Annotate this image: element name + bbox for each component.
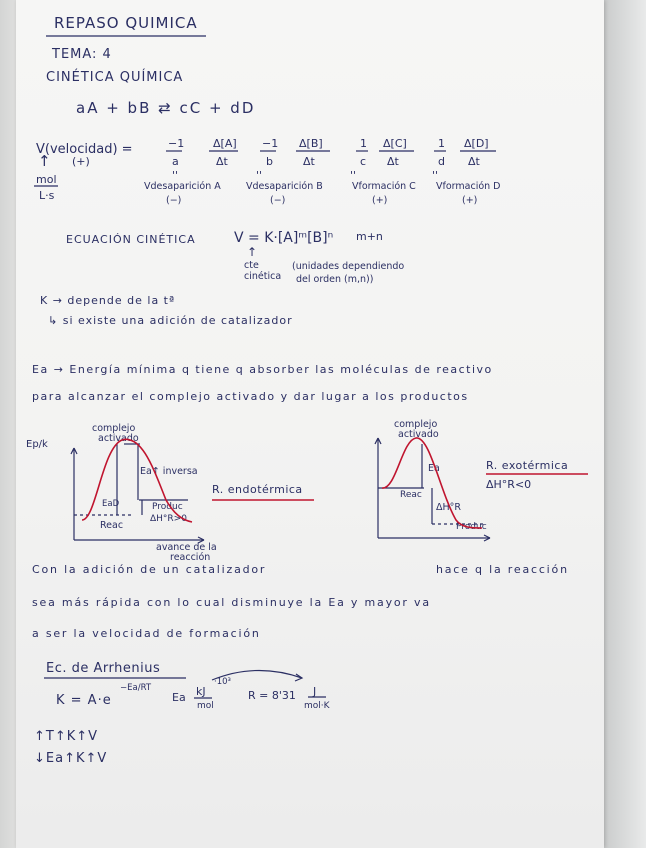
term4-coef-num: 1	[438, 137, 445, 150]
arrhenius-arrow	[212, 670, 302, 680]
graph1-ea-inverse: Ea↑ inversa	[140, 466, 198, 477]
term3-d-den: Δt	[387, 155, 399, 168]
summary-temperature: ↑T↑K↑V	[34, 729, 99, 744]
term2-d-den: Δt	[303, 155, 315, 168]
rate-units-num: mol	[36, 173, 57, 186]
ea-definition-line1: Ea → Energía mínima q tiene q absorber las moléculas de reactivo	[32, 363, 493, 376]
graph2-delta-h: ΔH°R	[436, 502, 461, 513]
graph1-complex-label2: activado	[98, 433, 139, 444]
graph1-energy-curve	[82, 439, 192, 522]
eq-mark: ''	[256, 169, 263, 182]
graph1-x-label2: reacción	[170, 552, 211, 563]
gas-constant-den: mol·K	[304, 701, 330, 711]
catalyst-line1b: hace q la reacción	[436, 563, 569, 576]
reaction-equation: aA + bB ⇄ cC + dD	[76, 99, 256, 117]
catalyst-line3: a ser la velocidad de formación	[32, 627, 261, 640]
arrow-head	[295, 674, 302, 681]
rate-lhs: V(velocidad) =	[36, 142, 133, 157]
graph1-delta-h: ΔH°R>0	[150, 514, 187, 524]
arrhenius-equation: K = A·e	[56, 693, 112, 708]
graph1-ea-direct: EaD	[102, 499, 120, 509]
reaction-order: m+n	[356, 230, 383, 243]
eq-mark: ''	[172, 169, 179, 182]
k-units2: del orden (m,n))	[296, 274, 374, 285]
term3-coef-num: 1	[360, 137, 367, 150]
eq-mark: ''	[350, 169, 357, 182]
up-arrow-icon: ↑	[38, 152, 51, 170]
ea-power: ·10³	[214, 677, 231, 687]
label-disappear-b-sign: (−)	[270, 195, 286, 206]
graph1-x-label: avance de la	[156, 542, 217, 553]
label-form-c-sign: (+)	[372, 195, 388, 206]
section-subtitle: CINÉTICA QUÍMICA	[46, 70, 184, 85]
pen-strokes	[16, 0, 604, 848]
term4-d-den: Δt	[468, 155, 480, 168]
k-label: cte	[244, 260, 259, 271]
graph1-type-label: R. endotérmica	[212, 483, 303, 496]
graph1-y-label: Ep/k	[26, 439, 48, 450]
gas-constant-num: J	[313, 685, 317, 698]
graph1-reactants: Reac	[100, 520, 124, 531]
graph2-reactants: Reac	[400, 490, 422, 500]
term1-d-den: Δt	[216, 155, 228, 168]
term2-coef-num: −1	[262, 137, 279, 150]
topic-label: TEMA: 4	[52, 47, 112, 62]
graph2-delta-h-sign: ΔH°R<0	[486, 478, 532, 491]
kinetic-equation-formula: V = K·[A]ᵐ[B]ⁿ	[234, 230, 334, 246]
gas-constant: R = 8'31	[248, 689, 296, 702]
term3-coef-den: c	[360, 155, 367, 168]
graph2-type-label: R. exotérmica	[486, 459, 569, 472]
graph2-complex-label2: activado	[398, 429, 439, 440]
ea-den: mol	[197, 701, 214, 711]
summary-activation: ↓Ea↑K↑V	[34, 751, 108, 766]
k-dependency: K → depende de la tª	[40, 294, 176, 307]
up-arrow-icon: ↑	[247, 245, 258, 259]
k-label2: cinética	[244, 271, 282, 282]
label-disappear-b: Vdesaparición B	[246, 181, 323, 192]
ea-symbol: Ea	[172, 691, 186, 704]
label-form-d: Vformación D	[436, 181, 501, 192]
term1-coef-den: a	[172, 155, 179, 168]
k-units: (unidades dependiendo	[292, 261, 405, 272]
arrhenius-exponent: −Ea/RT	[120, 683, 152, 693]
term1-coef-num: −1	[168, 137, 185, 150]
label-disappear-a-sign: (−)	[166, 195, 182, 206]
term2-coef-den: b	[266, 155, 273, 168]
graph2-ea: Ea	[428, 463, 440, 474]
page-title: REPASO QUIMICA	[54, 14, 198, 32]
eq-mark: ''	[432, 169, 439, 182]
term2-d-num: Δ[B]	[299, 137, 323, 150]
graph1-products: Produc	[152, 502, 183, 512]
graph1-complex-label: complejo	[92, 423, 136, 434]
notebook-page	[16, 0, 604, 848]
graph2-products: Produc	[456, 522, 487, 532]
term3-d-num: Δ[C]	[383, 137, 407, 150]
term1-d-num: Δ[A]	[213, 137, 237, 150]
ea-units: kJ	[196, 685, 206, 698]
label-disappear-a: Vdesaparición A	[144, 181, 221, 192]
term4-d-num: Δ[D]	[464, 137, 489, 150]
arrhenius-title: Ec. de Arrhenius	[46, 661, 161, 676]
label-form-d-sign: (+)	[462, 195, 478, 206]
graph2-complex-label: complejo	[394, 419, 438, 430]
ea-definition-line2: para alcanzar el complejo activado y dar lugar a los productos	[32, 390, 469, 403]
catalyst-line1: Con la adición de un catalizador	[32, 563, 267, 576]
rate-sign: (+)	[72, 155, 90, 168]
rate-units-den: L·s	[39, 189, 55, 202]
catalyst-line2: sea más rápida con lo cual disminuye la Ea y mayor va	[32, 596, 431, 609]
label-form-c: Vformación C	[352, 181, 416, 192]
kinetic-equation-label: ECUACIÓN CINÉTICA	[66, 233, 196, 246]
term4-coef-den: d	[438, 155, 445, 168]
k-catalyst-note: ↳ si existe una adición de catalizador	[48, 314, 293, 327]
